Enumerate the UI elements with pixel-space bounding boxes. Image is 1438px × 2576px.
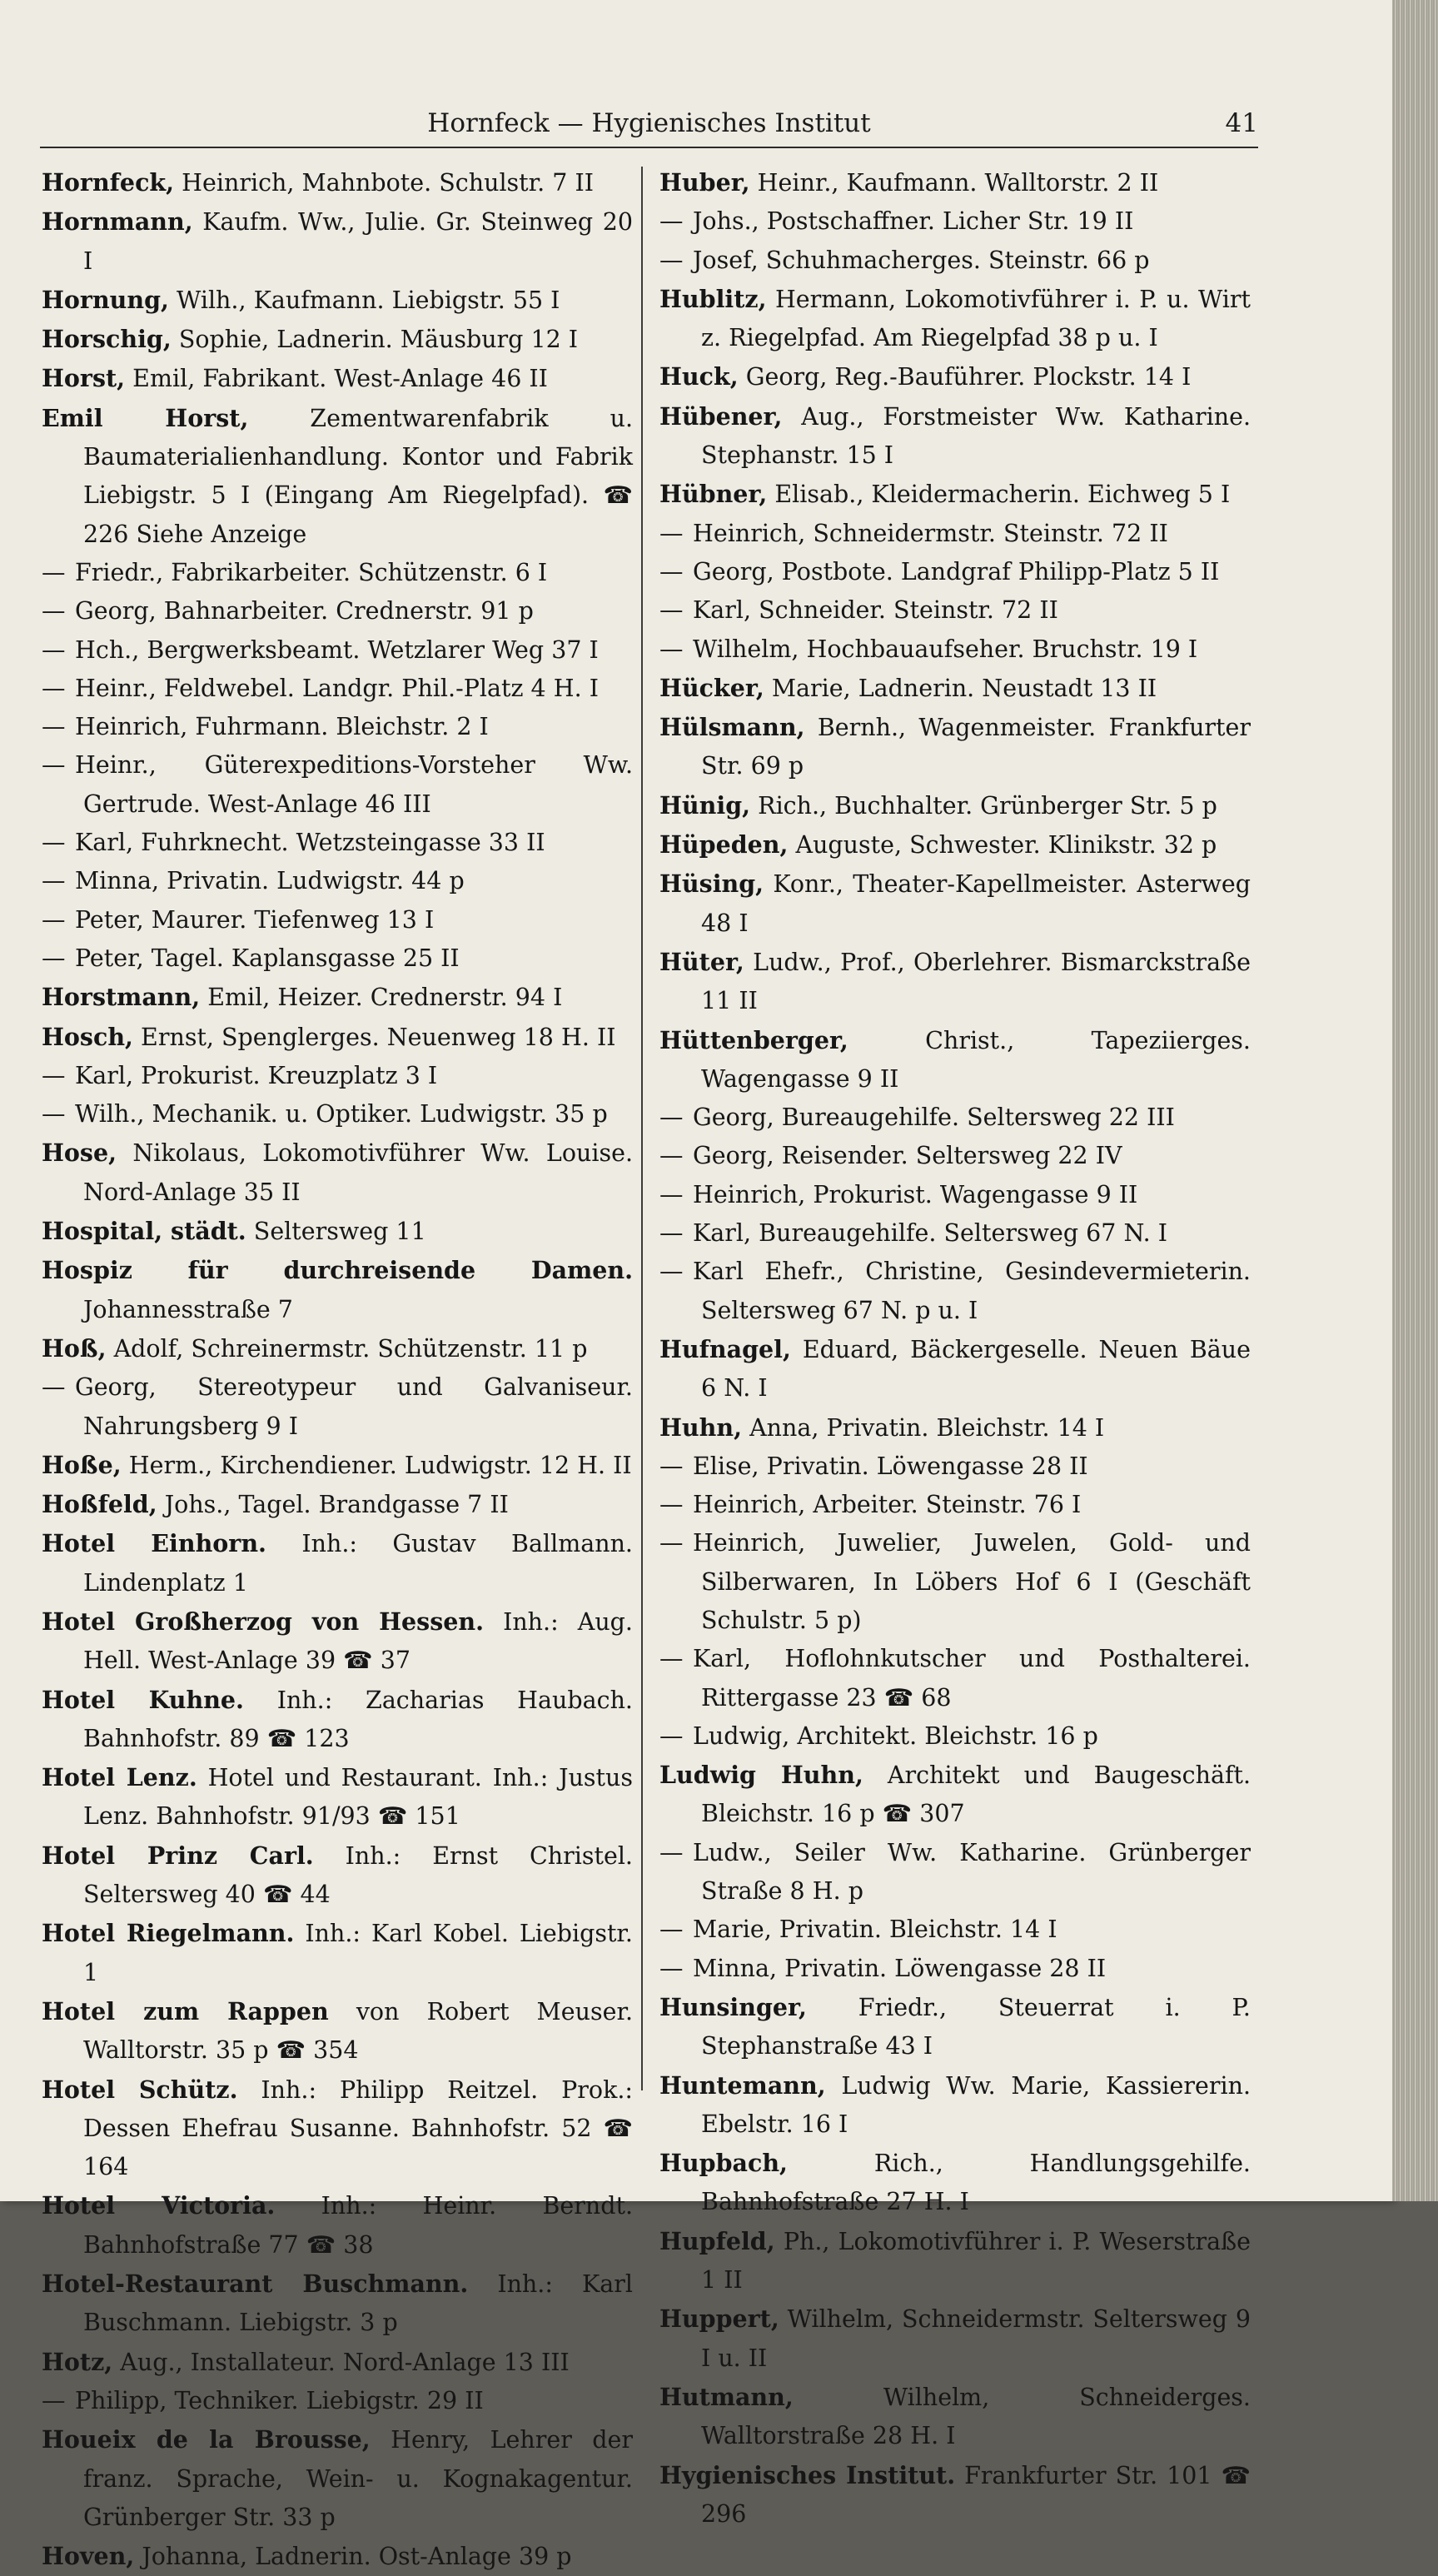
entry-text: Architekt und Baugeschäft. Bleichstr. 16 p ☎ 307 [701,1761,1251,1828]
entry-text: Minna, Privatin. Ludwigstr. 44 p [75,867,465,895]
directory-entry [659,1988,1251,2066]
entry-text: Inh.: Karl Buschmann. Liebigstr. 3 p [83,2270,633,2337]
entry-name: Hotel zum Rappen [42,1996,329,2025]
directory-entry [42,2420,633,2537]
entry-text: Henry, Lehrer der franz. Sprache, Wein- u. Kognakagentur. Grünberger Str. 33 p [83,2426,633,2531]
entry-name: Hublitz, [659,284,767,313]
entry-text: Eduard, Bäckergeselle. Neuen Bäue 6 N. I [701,1335,1251,1403]
entry-name: Hülsmann, [659,713,805,742]
entry-name: Huntemann, [659,2070,826,2100]
entry-name: Hotel Victoria. [42,2191,276,2220]
entry-text: Minna, Privatin. Löwengasse 28 II [693,1954,1107,1982]
entry-text: Heinrich, Schneidermstr. Steinstr. 72 II [693,519,1168,547]
entry-text: Rich., Handlungsgehilfe. Bahnhofstraße 27 H. I [701,2150,1251,2216]
directory-entry [42,746,633,824]
directory-entry [659,1717,1251,1756]
entry-name: Hoße, [42,1450,122,1479]
entry-text: Karl Ehefr., Christine, Gesindevermieterin. Seltersweg 67 N. p u. I [693,1258,1251,1324]
directory-entry [659,2144,1251,2222]
entry-text: Herm., Kirchendiener. Ludwigstr. 12 H. II [128,1451,632,1479]
repeat-dash: — [659,1645,684,1673]
entry-text: Inh.: Zacharias Haubach. Bahnhofstr. 89 ☎ 123 [83,1686,633,1752]
directory-entry [42,1329,633,1368]
directory-entry [42,399,633,554]
entry-name: Hünig, [659,790,751,820]
repeat-dash: — [42,751,66,780]
entry-name: Hose, [42,1139,117,1168]
repeat-dash: — [42,1100,66,1129]
directory-entry [659,1834,1251,1911]
entry-text: Johannesstraße 7 [83,1295,293,1323]
directory-entry [659,2299,1251,2378]
repeat-dash: — [42,829,66,857]
directory-entry [659,825,1251,864]
directory-entry [659,630,1251,669]
repeat-dash: — [659,246,684,274]
entry-name: Hüsing, [659,869,764,899]
entry-name: Huber, [659,168,750,197]
entry-name: Hosch, [42,1022,133,1051]
entry-text: Wilh., Mechanik. u. Optiker. Ludwigstr. 35 p [75,1100,608,1129]
entry-text: Marie, Privatin. Bleichstr. 14 I [693,1916,1057,1944]
directory-entry [659,2222,1251,2300]
directory-entry [42,202,633,281]
entry-name: Huck, [659,362,739,391]
repeat-dash: — [659,1491,684,1519]
directory-entry [659,397,1251,476]
entry-name: Hupfeld, [659,2226,775,2255]
directory-entry [42,2382,633,2420]
entry-name: Hotz, [42,2347,113,2376]
page-edge [1392,0,1438,2201]
entry-name: Hornfeck, [42,168,175,197]
entry-text: Peter, Tagel. Kaplansgasse 25 II [75,944,460,972]
repeat-dash: — [659,1721,684,1750]
directory-entry [42,2070,633,2187]
entry-name: Hotel Prinz Carl. [42,1841,314,1870]
directory-entry [659,1524,1251,1640]
directory-entry [659,1253,1251,1330]
directory-entry [42,163,633,202]
repeat-dash: — [659,1916,684,1944]
entry-text: Wilhelm, Hochbauaufseher. Bruchstr. 19 I [693,635,1198,663]
right-column [659,163,1251,2534]
directory-entry [42,1914,633,1992]
entry-text: Kaufm. Ww., Julie. Gr. Steinweg 20 I [83,208,633,275]
directory-entry [42,2186,633,2265]
entry-text: Heinrich, Prokurist. Wagengasse 9 II [693,1180,1138,1208]
directory-entry [659,1950,1251,1988]
repeat-dash: — [659,1838,684,1866]
entry-name: Hotel Schütz. [42,2075,238,2104]
entry-text: Karl, Schneider. Steinstr. 72 II [693,596,1058,625]
repeat-dash: — [42,2386,66,2414]
directory-entry [659,1447,1251,1486]
entry-name: Hufnagel, [659,1334,791,1363]
directory-entry [659,515,1251,553]
repeat-dash: — [42,1373,66,1402]
repeat-dash: — [42,1061,66,1089]
directory-entry [659,2066,1251,2145]
entry-text: Marie, Ladnerin. Neustadt 13 II [771,674,1157,702]
repeat-dash: — [42,867,66,895]
entry-text: Hotel und Restaurant. Inh.: Justus Lenz. Bahnhofstr. 91/93 ☎ 151 [83,1764,633,1831]
entry-name: Hotel Großherzog von Hessen. [42,1607,485,1636]
page-number: 41 [1225,108,1258,138]
directory-entry [659,1486,1251,1524]
entry-text: Aug., Forstmeister Ww. Katharine. Stephanstr. 15 I [701,402,1251,470]
entry-name: Hoßfeld, [42,1490,157,1519]
entry-text: Ludwig Ww. Marie, Kassiererin. Ebelstr. 16 I [701,2071,1251,2138]
entry-text: Nikolaus, Lokomotivführer Ww. Louise. Nord-Anlage 35 II [83,1139,633,1206]
entry-text: Ludw., Seiler Ww. Katharine. Grünberger Straße 8 H. p [693,1838,1251,1906]
repeat-dash: — [659,1258,684,1286]
entry-text: Heinrich, Mahnbote. Schulstr. 7 II [182,169,594,197]
directory-entry [659,242,1251,280]
directory-entry [42,359,633,398]
repeat-dash: — [659,635,684,663]
directory-entry [659,2378,1251,2456]
entry-text: Aug., Installateur. Nord-Anlage 13 III [120,2348,570,2376]
directory-entry [42,281,633,320]
entry-text: Zementwarenfabrik u. Baumaterialienhandlung. Kontor und Fabrik Liebigstr. 5 I (Eingang Am Riegelpfad). ☎ 226 Siehe Anzeige [83,404,634,548]
directory-entry [42,1212,633,1251]
entry-text: Friedr., Fabrikarbeiter. Schützenstr. 6 I [75,558,548,586]
entry-text: Adolf, Schreinermstr. Schützenstr. 11 p [113,1334,588,1363]
entry-text: Heinr., Kaufmann. Walltorstr. 2 II [757,169,1159,197]
directory-entry [42,1095,633,1134]
entry-text: Karl, Bureaugehilfe. Seltersweg 67 N. I [693,1219,1167,1248]
directory-entry [659,1408,1251,1447]
entry-text: Georg, Bureaugehilfe. Seltersweg 22 III [693,1104,1175,1132]
repeat-dash: — [659,1104,684,1132]
repeat-dash: — [42,597,66,625]
repeat-dash: — [42,635,66,664]
entry-text: Inh.: Aug. Hell. West-Anlage 39 ☎ 37 [83,1607,633,1675]
entry-name: Hospital, städt. [42,1217,246,1246]
entry-text: Peter, Maurer. Tiefenweg 13 I [75,905,435,934]
directory-entry [659,2456,1251,2534]
entry-text: Wilh., Kaufmann. Liebigstr. 55 I [177,286,560,314]
directory-entry [42,1836,633,1915]
entry-text: Inh.: Heinr. Berndt. Bahnhofstraße 77 ☎ 38 [83,2192,633,2259]
entry-text: Georg, Reg.-Bauführer. Plockstr. 14 I [745,363,1192,391]
entry-text: Sophie, Ladnerin. Mäusburg 12 I [178,326,579,354]
directory-entry [659,553,1251,591]
entry-text: von Robert Meuser. Walltorstr. 35 p ☎ 354 [83,1997,633,2065]
directory-entry [42,862,633,900]
entry-text: Elise, Privatin. Löwengasse 28 II [693,1452,1088,1480]
entry-text: Frankfurter Str. 101 ☎ 296 [701,2461,1251,2528]
entry-name: Hüpeden, [659,830,789,859]
entry-text: Inh.: Ernst Christel. Seltersweg 40 ☎ 44 [83,1841,633,1909]
entry-text: Johanna, Ladnerin. Ost-Anlage 39 p [142,2543,572,2571]
entry-text: Karl, Hoflohnkutscher und Posthalterei. Rittergasse 23 ☎ 68 [693,1645,1251,1712]
directory-entry [42,2343,633,2382]
entry-name: Hotel Riegelmann. [42,1919,295,1948]
directory-entry [42,592,633,630]
repeat-dash: — [659,207,684,236]
directory-entry [659,1756,1251,1834]
repeat-dash: — [659,1142,684,1170]
entry-text: Hermann, Lokomotivführer i. P. u. Wirt z. Riegelpfad. Am Riegelpfad 38 p u. I [701,285,1251,352]
entry-name: Hotel Kuhne. [42,1685,244,1714]
entry-text: Christ., Tapeziierges. Wagengasse 9 II [701,1026,1251,1093]
entry-text: Heinrich, Arbeiter. Steinstr. 76 I [693,1491,1082,1519]
repeat-dash: — [42,558,66,586]
entry-text: Friedr., Steuerrat i. P. Stephanstraße 43 I [701,1993,1251,2060]
entry-text: Inh.: Karl Kobel. Liebigstr. 1 [83,1920,633,1986]
entry-text: Auguste, Schwester. Klinikstr. 32 p [795,831,1217,859]
directory-entry [42,2537,633,2576]
directory-entry [659,475,1251,514]
entry-name: Hoß, [42,1333,107,1363]
entry-text: Inh.: Gustav Ballmann. Lindenplatz 1 [83,1530,633,1597]
entry-name: Hornmann, [42,207,193,237]
repeat-dash: — [42,905,66,934]
entry-name: Hospiz für durchreisende Damen. [42,1256,633,1285]
repeat-dash: — [42,713,66,741]
directory-entry [42,1992,633,2070]
entry-text: Rich., Buchhalter. Grünberger Str. 5 p [758,791,1217,820]
entry-name: Ludwig Huhn, [659,1761,863,1790]
entry-text: Ph., Lokomotivführer i. P. Weserstraße 1 II [701,2227,1251,2294]
directory-entry [42,1485,633,1524]
directory-entry [42,1368,633,1446]
directory-entry [659,1640,1251,1717]
entry-name: Hotel Einhorn. [42,1529,266,1558]
directory-entry [659,202,1251,241]
directory-entry [659,1214,1251,1253]
directory-entry [659,786,1251,825]
entry-text: Emil, Fabrikant. West-Anlage 46 II [132,365,548,393]
entry-name: Hüttenberger, [659,1025,848,1054]
entry-name: Hygienisches Institut. [659,2460,956,2489]
entry-text: Karl, Fuhrknecht. Wetzsteingasse 33 II [75,829,545,857]
entry-name: Hübener, [659,401,783,431]
directory-entry [659,1330,1251,1408]
running-head [40,107,1258,143]
directory-entry [42,901,633,939]
entry-text: Inh.: Philipp Reitzel. Prok.: Dessen Ehefrau Susanne. Bahnhofstr. 52 ☎ 164 [83,2075,634,2181]
directory-entry [659,163,1251,202]
entry-name: Hotel-Restaurant Buschmann. [42,2270,469,2299]
entry-text: Elisab., Kleidermacherin. Eichweg 5 I [774,481,1231,509]
entry-text: Heinr., Güterexpeditions-Vorsteher Ww. Gertrude. West-Anlage 46 III [75,751,633,818]
directory-entry [42,1134,633,1212]
directory-entry [42,320,633,359]
entry-name: Hotel Lenz. [42,1763,197,1792]
directory-entry [42,1251,633,1329]
entry-text: Konr., Theater-Kapellmeister. Asterweg 48 I [701,870,1251,937]
entry-text: Georg, Reisender. Seltersweg 22 IV [693,1142,1122,1170]
entry-text: Wilhelm, Schneiderges. Walltorstraße 28 H. I [701,2383,1251,2450]
directory-entry [42,939,633,978]
entry-text: Georg, Bahnarbeiter. Crednerstr. 91 p [75,597,534,625]
entry-name: Horst, [42,364,126,393]
directory-entry [42,1681,633,1759]
entry-name: Houeix de la Brousse, [42,2425,371,2454]
entry-name: Huppert, [659,2304,779,2334]
entry-name: Hutmann, [659,2382,794,2411]
directory-entry [42,1524,633,1602]
directory-entry [659,1021,1251,1099]
directory-entry [659,591,1251,630]
entry-text: Seltersweg 11 [253,1218,426,1246]
running-title: Hornfeck — Hygienisches Institut [427,108,871,138]
directory-entry [659,357,1251,396]
directory-entry [42,1758,633,1836]
repeat-dash: — [659,1452,684,1480]
entry-text: Wilhelm, Schneidermstr. Seltersweg 9 I u. II [701,2305,1251,2372]
directory-entry [42,978,633,1017]
left-column [42,163,633,2576]
entry-text: Philipp, Techniker. Liebigstr. 29 II [75,2386,484,2414]
repeat-dash: — [659,1180,684,1208]
entry-text: Georg, Postbote. Landgraf Philipp-Platz 5 II [693,557,1220,585]
column-divider [641,167,643,2090]
entry-name: Hüter, [659,947,744,976]
directory-entry [659,943,1251,1021]
directory-entry [42,670,633,708]
entry-text: Heinrich, Juwelier, Juwelen, Gold- und Silberwaren, In Löbers Hof 6 I (Geschäft Schulstr. 5 p) [693,1529,1251,1634]
entry-text: Karl, Prokurist. Kreuzplatz 3 I [75,1061,438,1089]
entry-name: Hornung, [42,285,169,314]
directory-entry [42,824,633,862]
directory-entry [659,708,1251,786]
directory-entry [42,1446,633,1485]
entry-text: Johs., Tagel. Brandgasse 7 II [164,1491,509,1519]
entry-text: Hch., Bergwerksbeamt. Wetzlarer Weg 37 I [75,635,599,664]
entry-text: Ludw., Prof., Oberlehrer. Bismarckstraße 11 II [701,948,1251,1015]
entry-name: Horstmann, [42,983,201,1012]
directory-entry [659,1911,1251,1949]
entry-text: Ludwig, Architekt. Bleichstr. 16 p [693,1721,1098,1750]
directory-entry [659,669,1251,708]
entry-text: Anna, Privatin. Bleichstr. 14 I [749,1413,1105,1442]
directory-entry [659,864,1251,943]
entry-name: Horschig, [42,325,172,354]
entry-text: Ernst, Spenglerges. Neuenweg 18 H. II [141,1023,616,1051]
entry-name: Emil Horst, [42,403,249,432]
entry-text: Emil, Heizer. Crednerstr. 94 I [207,984,563,1012]
repeat-dash: — [659,557,684,585]
entry-text: Heinr., Feldwebel. Landgr. Phil.-Platz 4 H. I [75,674,599,702]
entry-text: Heinrich, Fuhrmann. Bleichstr. 2 I [75,713,489,741]
entry-text: Georg, Stereotypeur und Galvaniseur. Nahrungsberg 9 I [75,1373,633,1440]
repeat-dash: — [659,519,684,547]
entry-name: Hübner, [659,480,768,509]
entry-text: Johs., Postschaffner. Licher Str. 19 II [693,207,1134,236]
directory-entry [42,631,633,670]
directory-entry [42,1018,633,1057]
directory-entry [42,708,633,746]
entry-text: Bernh., Wagenmeister. Frankfurter Str. 69 p [701,714,1251,780]
repeat-dash: — [659,1529,684,1557]
repeat-dash: — [42,944,66,972]
entry-name: Hoven, [42,2542,135,2571]
directory-entry [42,1602,633,1681]
entry-text: Josef, Schuhmacherges. Steinstr. 66 p [693,246,1150,274]
repeat-dash: — [659,596,684,625]
directory-entry [42,2265,633,2343]
directory-entry [659,1176,1251,1214]
header-rule [40,147,1258,148]
directory-entry [42,1057,633,1095]
directory-entry [659,1137,1251,1175]
entry-name: Hücker, [659,673,764,702]
repeat-dash: — [42,674,66,702]
repeat-dash: — [659,1954,684,1982]
directory-entry [659,280,1251,358]
entry-name: Hupbach, [659,2149,788,2178]
directory-entry [659,1099,1251,1137]
repeat-dash: — [659,1219,684,1248]
entry-name: Huhn, [659,1413,743,1442]
entry-name: Hunsinger, [659,1992,807,2021]
directory-entry [42,554,633,592]
